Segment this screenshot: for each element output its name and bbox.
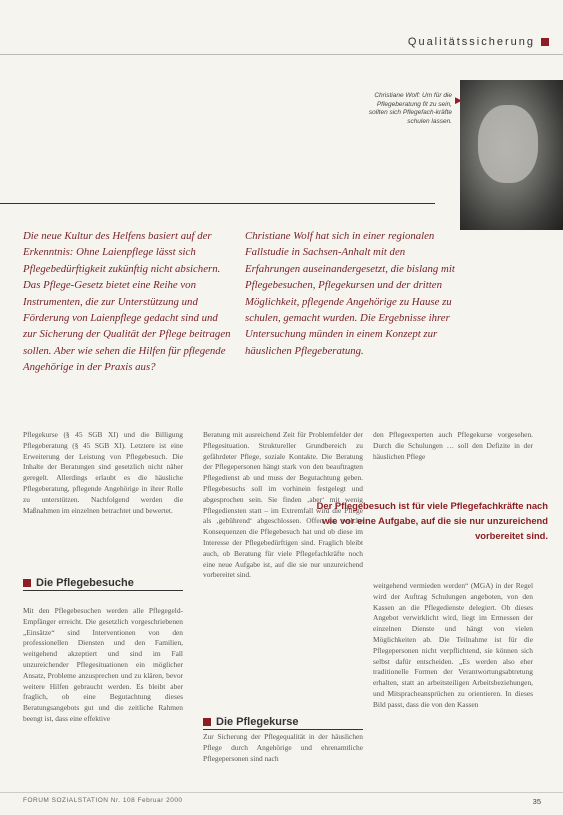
- photo-caption: Christiane Wolf: Um für die Pflegeberatung fit zu sein, sollten sich Pflegefach-kräfte schulen lassen.: [368, 92, 452, 125]
- subhead-pflegebesuche: [23, 577, 134, 589]
- caption-arrow-icon: ▶: [455, 95, 462, 105]
- column-3-top: den Pflegeexperten auch Pflegekurse vorgesehen. Durch die Schulungen … soll den Defizite in der häuslichen Pflege: [373, 430, 533, 461]
- column-2-top: Beratung mit ausreichend Zeit für Problemfelder der Pflegesituation. Struktureller Grundbereich zu gefährdeter Pflege, soziale Kontakte. Die Beratung der Pflegepersonen hängt stark von den beauftragten Pflegedienst ab und muss der Begutachtung geben. Pflegebesuchs soll im vorhinein festgelegt und abgesprochen sein. Sie finden ‚aber‘ mit wenig Pflegediensten statt – im Extremfall wird die Pflege als ‚gebührend‘ abgeschlossen. Offen ist, welche Konsequenzen die Pflegebesuch hat und ob diese im Interesse der Pflegebedürftigen sind. Fraglich bleibt auch, ob Beratung für viele Pflegefachkräfte noch eine neue Aufgabe ist, auf die sie nur unzureichend vorbereitet sind.: [203, 430, 363, 580]
- author-photo-face: [478, 105, 538, 183]
- section-header: [408, 36, 549, 48]
- section-marker-icon: [541, 38, 549, 46]
- pull-quote: Der Pflegebesuch ist für viele Pflegefachkräfte nach wie vor eine Aufgabe, auf die sie nur unzureichend vorbereitet sind.: [316, 500, 548, 541]
- subhead-label: Die Pflegebesuche: [36, 577, 134, 589]
- subhead-label: Die Pflegekurse: [216, 716, 299, 728]
- journal-footer: FORUM SOZIALSTATION Nr. 108 Februar 2000: [23, 797, 183, 804]
- column-3-bottom: weitgehend vermieden werden“ (MGA) in der Regel wird der Auftrag Schulungen angeboten, von den Kassen an die Pflegedienste delegiert. Ob dieses Angebot verwirklicht wird, liegt im Ermessen der einzelnen Dienste und hängt von vielen Möglichkeiten ab. Die Teilnahme ist für die Pflegepersonen nicht verpflichtend, sie können sich selbst dafür entscheiden. „Es werden also eher traditionelle Formen der Verantwortungsabtretung erhalten, statt an arbeitsteiligen Arbeitsbeziehungen, und Mitspracheansprüchen zu orientieren. In dieses Bild passt, dass die von den Kassen: [373, 581, 533, 709]
- subhead-underline: [23, 590, 183, 591]
- header-divider: [0, 54, 563, 55]
- intro-right: Christiane Wolf hat sich in einer regionalen Fallstudie in Sachsen-Anhalt mit den Erfahrungen auseinandergesetzt, die bislang mit Pflegebesuchen, Pflegekursen und der dritten Möglichkeit, pflegende Angehörige zu Hause zu schulen, gemacht wurden. Die Ergebnisse ihrer Untersuchung münden in einem Konzept zur häuslichen Pflegeberatung.: [245, 230, 455, 357]
- column-1-top: Pflegekurse (§ 45 SGB XI) und die Billigung Pflegeberatung (§ 45 SGB XI). Letztere ist eine Erweiterung der Leistung von Pflegebesuch. Die Inhalte der Beratungen sind gesetzlich nicht näher geregelt. Allerdings erlaubt es die häusliche Pflegeberatung, pflegende Angehörige in ihrer Rolle zu unterstützen. Nachfolgend werden die Maßnahmen im einzelnen betrachtet und bewertet.: [23, 430, 183, 515]
- subhead-underline: [203, 729, 363, 730]
- intro-divider: [0, 203, 435, 204]
- column-1-bottom: Mit den Pflegebesuchen werden alle Pflegegeld-Empfänger erreicht. Die gesetzlich vorgeschriebenen „Einsätze“ sind Interventionen von den professionellen Diensten und den Familien, weitgehend akzeptiert und sind im Fall unzureichender Pflegesituationen ein möglicher Ansatz, Probleme anzusprechen und zu klären, bevor weitere Hilfen gebraucht werden. Es bleibt aber fraglich, ob eine Begutachtung dieses Beratungsangebots gut und die zeitliche Rahmen beengt ist, dass eine effektive: [23, 606, 183, 723]
- footer-divider: [0, 792, 563, 793]
- page-number: 35: [532, 797, 541, 806]
- subhead-pflegekurse: [203, 716, 299, 728]
- subhead-marker-icon: [203, 718, 211, 726]
- intro-left: Die neue Kultur des Helfens basiert auf der Erkenntnis: Ohne Laienpflege lässt sich Pflegebedürftigkeit zukünftig nicht absichern. Das Pflege-Gesetz bietet eine Reihe von Instrumenten, die zur Unterstützung und Förderung von Laienpflege gedacht sind und zur Sicherung der Qualität der Pflege beitragen sollen. Aber wie sehen die Hilfen für pflegende Angehörige in der Praxis aus?: [23, 230, 231, 374]
- subhead-marker-icon: [23, 579, 31, 587]
- column-2-bottom: Zur Sicherung der Pflegequalität in der häuslichen Pflege durch Angehörige und ehrenamtliche Pflegepersonen sind nach: [203, 732, 363, 763]
- section-title: Qualitätssicherung: [407, 36, 535, 48]
